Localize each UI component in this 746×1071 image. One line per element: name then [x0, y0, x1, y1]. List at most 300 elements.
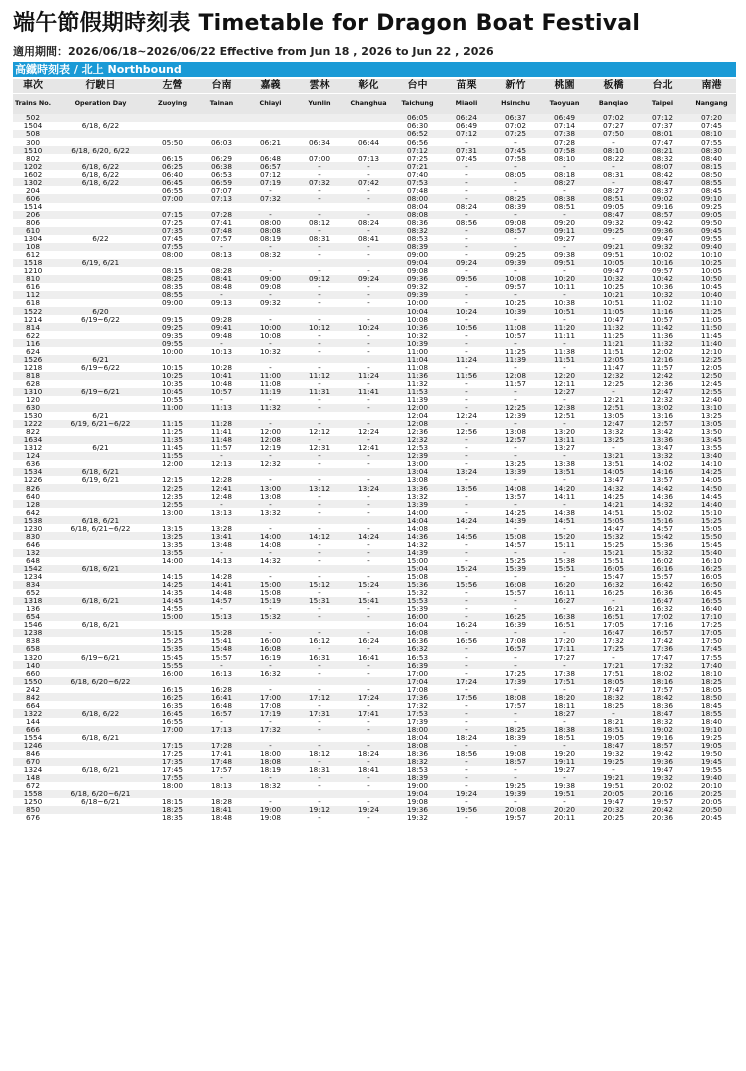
- time-cell: 17:25: [687, 621, 736, 629]
- time-cell: -: [246, 500, 295, 508]
- time-cell: 08:41: [197, 275, 246, 283]
- time-cell: -: [295, 814, 344, 822]
- train-number: 826: [13, 484, 53, 492]
- time-cell: 14:39: [491, 516, 540, 524]
- time-cell: [344, 677, 393, 685]
- time-cell: 07:15: [148, 211, 197, 219]
- time-cell: 11:02: [638, 299, 687, 307]
- operation-day: [53, 331, 148, 339]
- time-cell: 17:55: [687, 653, 736, 661]
- time-cell: [295, 355, 344, 363]
- time-cell: 06:05: [393, 114, 442, 122]
- time-cell: 06:57: [246, 162, 295, 170]
- time-cell: -: [491, 653, 540, 661]
- time-cell: 07:48: [197, 227, 246, 235]
- time-cell: [148, 355, 197, 363]
- time-cell: -: [442, 331, 491, 339]
- time-cell: 09:42: [638, 219, 687, 227]
- time-cell: -: [442, 653, 491, 661]
- time-cell: 10:48: [197, 380, 246, 388]
- table-row: [13, 581, 736, 589]
- time-cell: 13:32: [589, 428, 638, 436]
- time-cell: 12:57: [491, 436, 540, 444]
- time-cell: 17:24: [442, 677, 491, 685]
- time-cell: 16:57: [638, 629, 687, 637]
- time-cell: 16:36: [393, 637, 442, 645]
- time-cell: 18:47: [638, 709, 687, 717]
- time-cell: 08:39: [393, 243, 442, 251]
- time-cell: 14:57: [491, 540, 540, 548]
- time-cell: 14:20: [540, 484, 589, 492]
- time-cell: 10:39: [491, 307, 540, 315]
- table-row: [13, 307, 736, 315]
- timetable: [13, 79, 736, 822]
- time-cell: -: [295, 283, 344, 291]
- time-cell: 09:24: [442, 259, 491, 267]
- time-cell: 18:53: [393, 766, 442, 774]
- time-cell: -: [540, 685, 589, 693]
- operation-day: 6/18, 6/22: [53, 709, 148, 717]
- time-cell: 17:32: [638, 661, 687, 669]
- time-cell: 14:32: [393, 540, 442, 548]
- time-cell: 14:12: [295, 532, 344, 540]
- operation-day: [53, 540, 148, 548]
- time-cell: 14:04: [393, 516, 442, 524]
- time-cell: -: [442, 758, 491, 766]
- operation-day: [53, 194, 148, 202]
- train-number: 140: [13, 661, 53, 669]
- time-cell: -: [295, 396, 344, 404]
- time-cell: 11:48: [197, 436, 246, 444]
- time-cell: 09:08: [246, 283, 295, 291]
- time-cell: 10:47: [589, 315, 638, 323]
- operation-day: [53, 130, 148, 138]
- time-cell: 08:24: [344, 219, 393, 227]
- time-cell: [295, 412, 344, 420]
- time-cell: -: [344, 347, 393, 355]
- time-cell: 19:39: [491, 790, 540, 798]
- day-header-zh: 行駛日: [53, 79, 148, 94]
- time-cell: 17:19: [246, 709, 295, 717]
- time-cell: 11:28: [197, 420, 246, 428]
- time-cell: 11:32: [246, 404, 295, 412]
- time-cell: 20:25: [687, 790, 736, 798]
- time-cell: 14:55: [148, 605, 197, 613]
- table-row: [13, 605, 736, 613]
- station-header-en: Miaoli: [442, 94, 491, 115]
- train-number: 1634: [13, 436, 53, 444]
- time-cell: 06:34: [295, 138, 344, 146]
- time-cell: 07:35: [148, 227, 197, 235]
- train-number: 116: [13, 339, 53, 347]
- time-cell: -: [491, 605, 540, 613]
- time-cell: [246, 307, 295, 315]
- train-number: 616: [13, 283, 53, 291]
- time-cell: 07:25: [393, 154, 442, 162]
- table-row: [13, 219, 736, 227]
- time-cell: 19:42: [638, 750, 687, 758]
- time-cell: 07:57: [197, 235, 246, 243]
- time-cell: 18:32: [246, 782, 295, 790]
- train-number: 802: [13, 154, 53, 162]
- time-cell: 13:24: [442, 468, 491, 476]
- time-cell: 18:39: [491, 734, 540, 742]
- time-cell: [344, 790, 393, 798]
- time-cell: 10:32: [393, 331, 442, 339]
- time-cell: -: [295, 661, 344, 669]
- time-cell: 07:07: [197, 186, 246, 194]
- table-row: [13, 532, 736, 540]
- time-cell: 08:18: [540, 170, 589, 178]
- time-cell: 12:32: [589, 372, 638, 380]
- time-cell: -: [344, 500, 393, 508]
- time-cell: 16:32: [589, 581, 638, 589]
- time-cell: 16:08: [393, 629, 442, 637]
- time-cell: 15:51: [589, 557, 638, 565]
- time-cell: -: [197, 661, 246, 669]
- train-number: 612: [13, 251, 53, 259]
- time-cell: 18:47: [589, 742, 638, 750]
- time-cell: 14:11: [540, 492, 589, 500]
- time-cell: -: [491, 396, 540, 404]
- time-cell: 11:05: [589, 307, 638, 315]
- operation-day: [53, 323, 148, 331]
- time-cell: -: [540, 661, 589, 669]
- time-cell: 17:21: [589, 661, 638, 669]
- time-cell: 19:00: [393, 782, 442, 790]
- time-cell: 19:08: [393, 798, 442, 806]
- table-row: [13, 653, 736, 661]
- time-cell: 13:48: [197, 540, 246, 548]
- time-cell: 11:55: [148, 452, 197, 460]
- time-cell: -: [344, 299, 393, 307]
- time-cell: 12:38: [540, 404, 589, 412]
- time-cell: -: [295, 243, 344, 251]
- time-cell: 13:36: [638, 436, 687, 444]
- time-cell: 17:38: [540, 669, 589, 677]
- time-cell: 08:15: [687, 162, 736, 170]
- time-cell: 11:16: [638, 307, 687, 315]
- time-cell: 09:39: [491, 259, 540, 267]
- time-cell: 14:00: [393, 508, 442, 516]
- station-header-en: Banqiao: [589, 94, 638, 115]
- table-row: [13, 259, 736, 267]
- time-cell: [148, 130, 197, 138]
- time-cell: 14:36: [393, 532, 442, 540]
- time-cell: [295, 468, 344, 476]
- time-cell: -: [295, 492, 344, 500]
- time-cell: 15:41: [197, 637, 246, 645]
- time-cell: [197, 468, 246, 476]
- time-cell: 15:00: [246, 581, 295, 589]
- table-row: [13, 227, 736, 235]
- time-cell: 12:15: [148, 476, 197, 484]
- train-number: 810: [13, 275, 53, 283]
- time-cell: 12:36: [393, 428, 442, 436]
- operation-day: [53, 637, 148, 645]
- time-cell: 11:25: [491, 347, 540, 355]
- time-cell: 09:45: [687, 227, 736, 235]
- time-cell: -: [589, 138, 638, 146]
- time-cell: 08:10: [687, 130, 736, 138]
- time-cell: 11:41: [344, 388, 393, 396]
- train-number: 630: [13, 404, 53, 412]
- time-cell: -: [442, 138, 491, 146]
- train-number: 818: [13, 372, 53, 380]
- table-row: [13, 661, 736, 669]
- train-number: 664: [13, 701, 53, 709]
- operation-day: 6/18, 6/21: [53, 468, 148, 476]
- train-number: 1558: [13, 790, 53, 798]
- time-cell: -: [442, 436, 491, 444]
- time-cell: -: [442, 388, 491, 396]
- operation-day: 6/18, 6/22: [53, 178, 148, 186]
- time-cell: 18:25: [687, 677, 736, 685]
- time-cell: 17:20: [540, 637, 589, 645]
- time-cell: -: [491, 267, 540, 275]
- time-cell: 09:05: [687, 211, 736, 219]
- time-cell: -: [295, 524, 344, 532]
- time-cell: -: [540, 742, 589, 750]
- time-cell: -: [344, 420, 393, 428]
- time-cell: 12:48: [197, 492, 246, 500]
- time-cell: -: [295, 798, 344, 806]
- time-cell: 18:21: [589, 718, 638, 726]
- time-cell: 10:13: [197, 347, 246, 355]
- table-row: [13, 814, 736, 822]
- time-cell: 16:02: [638, 557, 687, 565]
- time-cell: 13:47: [638, 444, 687, 452]
- time-cell: 08:45: [687, 186, 736, 194]
- time-cell: -: [491, 363, 540, 371]
- time-cell: [246, 130, 295, 138]
- time-cell: -: [442, 661, 491, 669]
- table-row: [13, 291, 736, 299]
- time-cell: 12:25: [148, 484, 197, 492]
- table-row: [13, 162, 736, 170]
- time-cell: 07:12: [246, 170, 295, 178]
- time-cell: 09:11: [540, 227, 589, 235]
- time-cell: 10:25: [687, 259, 736, 267]
- time-cell: -: [295, 452, 344, 460]
- time-cell: 08:37: [638, 186, 687, 194]
- time-cell: 16:25: [589, 589, 638, 597]
- operation-day: [53, 669, 148, 677]
- time-cell: -: [491, 573, 540, 581]
- time-cell: 16:47: [638, 597, 687, 605]
- table-row: [13, 790, 736, 798]
- time-cell: 17:05: [687, 629, 736, 637]
- time-cell: -: [344, 211, 393, 219]
- time-cell: -: [295, 549, 344, 557]
- time-cell: 12:32: [393, 436, 442, 444]
- time-cell: 19:21: [589, 774, 638, 782]
- time-cell: -: [344, 227, 393, 235]
- time-cell: -: [344, 573, 393, 581]
- time-cell: 14:50: [687, 484, 736, 492]
- time-cell: 18:31: [295, 766, 344, 774]
- time-cell: 18:32: [393, 758, 442, 766]
- time-cell: [295, 565, 344, 573]
- time-cell: 08:05: [491, 170, 540, 178]
- time-cell: [197, 677, 246, 685]
- time-cell: 10:15: [148, 363, 197, 371]
- operation-day: [53, 758, 148, 766]
- time-cell: -: [442, 589, 491, 597]
- station-header-zh: 雲林: [295, 79, 344, 94]
- operation-day: [53, 283, 148, 291]
- time-cell: -: [295, 194, 344, 202]
- time-cell: -: [344, 758, 393, 766]
- time-cell: 13:27: [540, 444, 589, 452]
- time-cell: 15:13: [197, 613, 246, 621]
- time-cell: 13:38: [540, 460, 589, 468]
- operation-day: [53, 404, 148, 412]
- time-cell: -: [344, 460, 393, 468]
- time-cell: -: [295, 227, 344, 235]
- time-cell: 15:21: [589, 549, 638, 557]
- time-cell: 10:12: [295, 323, 344, 331]
- time-cell: 07:25: [148, 219, 197, 227]
- table-row: [13, 275, 736, 283]
- time-cell: -: [295, 299, 344, 307]
- time-cell: 10:08: [491, 275, 540, 283]
- time-cell: -: [344, 798, 393, 806]
- time-cell: 18:24: [442, 734, 491, 742]
- time-cell: 20:25: [589, 814, 638, 822]
- time-cell: 13:25: [491, 460, 540, 468]
- operation-day: [53, 645, 148, 653]
- time-cell: 10:35: [148, 380, 197, 388]
- train-number: 1504: [13, 122, 53, 130]
- time-cell: -: [344, 524, 393, 532]
- table-row: [13, 372, 736, 380]
- time-cell: 17:47: [589, 685, 638, 693]
- operation-day: [53, 557, 148, 565]
- time-cell: 16:00: [393, 613, 442, 621]
- time-cell: -: [295, 589, 344, 597]
- time-cell: [344, 516, 393, 524]
- time-cell: -: [246, 420, 295, 428]
- operation-day: 6/19, 6/21: [53, 476, 148, 484]
- time-cell: -: [246, 476, 295, 484]
- time-cell: -: [589, 709, 638, 717]
- time-cell: -: [246, 685, 295, 693]
- time-cell: 18:05: [687, 685, 736, 693]
- train-number: 112: [13, 291, 53, 299]
- time-cell: 09:13: [197, 299, 246, 307]
- operation-day: [53, 508, 148, 516]
- train-number: 136: [13, 605, 53, 613]
- time-cell: -: [197, 500, 246, 508]
- time-cell: 07:27: [589, 122, 638, 130]
- train-number: 850: [13, 806, 53, 814]
- time-cell: 09:27: [540, 235, 589, 243]
- time-cell: 11:25: [148, 428, 197, 436]
- time-cell: 10:25: [491, 299, 540, 307]
- operation-day: [53, 701, 148, 709]
- time-cell: -: [344, 452, 393, 460]
- operation-day: [53, 299, 148, 307]
- time-cell: -: [491, 742, 540, 750]
- time-cell: 08:32: [246, 251, 295, 259]
- time-cell: -: [344, 613, 393, 621]
- time-cell: 07:48: [393, 186, 442, 194]
- time-cell: 15:32: [638, 549, 687, 557]
- time-cell: [148, 146, 197, 154]
- time-cell: -: [491, 500, 540, 508]
- time-cell: 12:05: [687, 363, 736, 371]
- time-cell: 17:32: [246, 726, 295, 734]
- time-cell: -: [491, 766, 540, 774]
- time-cell: -: [295, 170, 344, 178]
- time-cell: 12:25: [589, 380, 638, 388]
- time-cell: 12:42: [638, 372, 687, 380]
- time-cell: [344, 412, 393, 420]
- time-cell: 16:38: [540, 613, 589, 621]
- time-cell: 06:52: [393, 130, 442, 138]
- time-cell: [246, 355, 295, 363]
- time-cell: -: [589, 766, 638, 774]
- time-cell: 16:11: [540, 589, 589, 597]
- time-cell: 10:20: [540, 275, 589, 283]
- operation-day: 6/21: [53, 355, 148, 363]
- time-cell: 20:08: [491, 806, 540, 814]
- operation-day: 6/21: [53, 444, 148, 452]
- operation-day: 6/18, 6/21~6/22: [53, 524, 148, 532]
- time-cell: 17:00: [148, 726, 197, 734]
- time-cell: -: [344, 194, 393, 202]
- time-cell: 07:45: [442, 154, 491, 162]
- operation-day: [53, 203, 148, 211]
- table-row: [13, 492, 736, 500]
- table-row: [13, 347, 736, 355]
- time-cell: 11:13: [197, 404, 246, 412]
- time-cell: 20:05: [687, 798, 736, 806]
- time-cell: 19:02: [638, 726, 687, 734]
- time-cell: 12:05: [589, 355, 638, 363]
- time-cell: 07:28: [197, 211, 246, 219]
- time-cell: 13:51: [589, 460, 638, 468]
- time-cell: 15:35: [148, 645, 197, 653]
- time-cell: 14:39: [393, 549, 442, 557]
- operation-day: 6/22: [53, 235, 148, 243]
- time-cell: -: [295, 557, 344, 565]
- time-cell: -: [540, 452, 589, 460]
- station-header-zh: 台北: [638, 79, 687, 94]
- operation-day: [53, 581, 148, 589]
- time-cell: -: [442, 299, 491, 307]
- train-number: 814: [13, 323, 53, 331]
- time-cell: 18:12: [295, 750, 344, 758]
- time-cell: 20:11: [540, 814, 589, 822]
- time-cell: 20:05: [589, 790, 638, 798]
- time-cell: 08:00: [393, 194, 442, 202]
- train-number: 1518: [13, 259, 53, 267]
- table-row: [13, 460, 736, 468]
- operation-day: [53, 291, 148, 299]
- time-cell: -: [344, 742, 393, 750]
- operation-day: [53, 227, 148, 235]
- time-cell: 07:00: [295, 154, 344, 162]
- time-cell: 20:45: [687, 814, 736, 822]
- time-cell: 08:10: [540, 154, 589, 162]
- time-cell: 13:08: [393, 476, 442, 484]
- time-cell: 20:32: [589, 806, 638, 814]
- time-cell: [148, 307, 197, 315]
- time-cell: 13:08: [491, 428, 540, 436]
- time-cell: 09:57: [638, 267, 687, 275]
